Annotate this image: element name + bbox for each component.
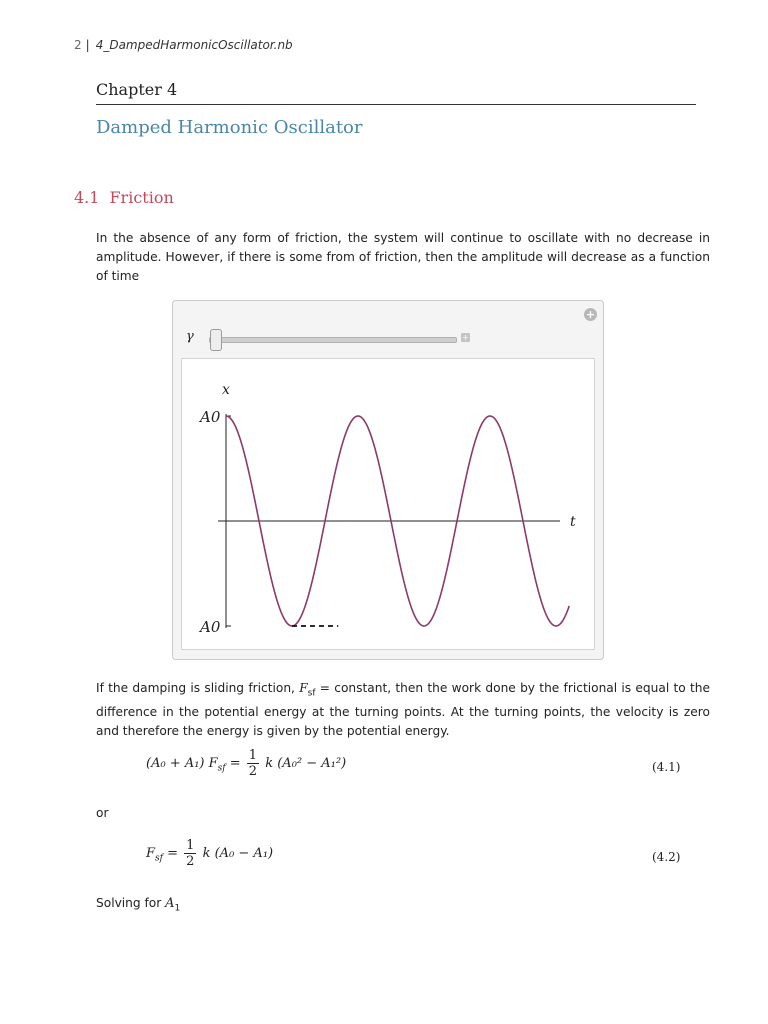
friction-paragraph (96, 679, 710, 741)
eq1-frac-num: 1 (248, 748, 258, 763)
fsf-symbol: F (299, 681, 308, 695)
gamma-slider-track[interactable] (209, 337, 457, 343)
plot-panel (181, 358, 595, 650)
chapter-title: Damped Harmonic Oscillator (96, 117, 363, 138)
eq2-frac-den: 2 (186, 854, 195, 869)
notebook-filename: 4_DampedHarmonicOscillator.nb (95, 38, 293, 52)
eq2-rhs: k (A₀ − A₁) (202, 846, 274, 861)
fsf-subscript: sf (307, 688, 316, 699)
eq1-lhs-sub: sf (217, 763, 226, 774)
eq1-lhs: (A₀ + A₁) F (146, 756, 218, 771)
gamma-slider-thumb[interactable] (210, 329, 222, 351)
solving-variable-sub: 1 (174, 903, 181, 914)
x-axis-label: t (570, 514, 576, 530)
section-number: 4.1 (74, 188, 100, 207)
eq2-lhs-sub: sf (155, 853, 163, 864)
friction-paragraph-end: = constant, then the work done by the frictional is equal to the difference in the potential energy at the turning points. At the turning points, the velocity is zero and therefore the energy is given by the potential energy. (96, 681, 710, 739)
intro-paragraph: In the absence of any form of friction, the system will continue to oscillate with no decrease in amplitude. However, if there is some from of friction, then the amplitude will decrease as a function of time (96, 231, 710, 283)
or-text: or (96, 806, 109, 820)
eq1-fraction (247, 748, 259, 779)
y-axis-label: x (222, 382, 230, 398)
solving-text-label: Solving for (96, 896, 166, 910)
y-tick-label-bottom: A0 (200, 618, 221, 636)
equation-4-2 (146, 838, 273, 869)
solving-variable: A (165, 896, 175, 911)
eq2-frac-num: 1 (186, 838, 195, 853)
oscillation-plot (182, 359, 594, 649)
friction-paragraph-start: If the damping is sliding friction, (96, 681, 300, 695)
eq1-frac-den: 2 (248, 764, 258, 779)
eq1-equals: = (229, 756, 241, 771)
section-title-text: Friction (109, 188, 174, 207)
chapter-label: Chapter 4 (96, 80, 178, 99)
gamma-slider-label: γ (186, 329, 194, 344)
equation-number-4-2: (4.2) (652, 850, 681, 864)
equation-4-1 (146, 748, 346, 779)
header-separator: | (85, 38, 90, 52)
chapter-divider (96, 104, 696, 105)
plus-icon[interactable]: + (585, 308, 596, 321)
eq1-rhs: k (A₀² − A₁²) (265, 756, 347, 771)
manipulate-panel (172, 300, 604, 660)
page-number: 2 (74, 38, 82, 52)
solving-text (96, 896, 180, 913)
page-header (74, 38, 293, 52)
eq2-equals: = (167, 846, 179, 861)
eq2-lhs: F (146, 846, 156, 861)
slider-options-icon[interactable]: + (462, 333, 469, 342)
eq2-fraction (184, 838, 196, 869)
section-title (74, 188, 174, 207)
y-tick-label-top: A0 (200, 408, 221, 426)
equation-number-4-1: (4.1) (652, 760, 681, 774)
